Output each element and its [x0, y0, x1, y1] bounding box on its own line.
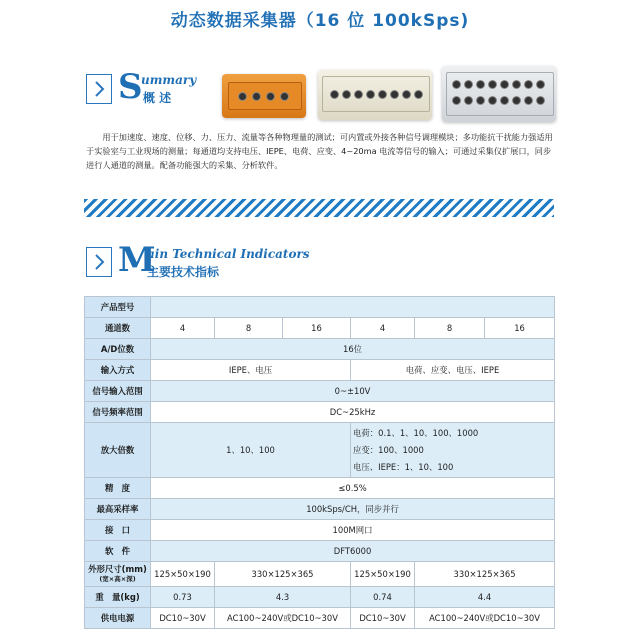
table-row: [85, 478, 555, 499]
gain-voltage-iepe: 电压、IEPE：1、10、100: [353, 461, 454, 472]
table-row: [85, 423, 555, 478]
table-cell: DC10~30V: [351, 608, 415, 629]
table-cell: 125×50×190: [151, 562, 215, 587]
table-row: [85, 562, 555, 587]
table-cell: 1、10、100: [151, 423, 351, 478]
gain-strain: 应变：100、1000: [353, 444, 424, 455]
table-cell: 4.4: [415, 587, 555, 608]
table-cell: 16: [283, 318, 351, 339]
table-cell: 125×50×190: [351, 562, 415, 587]
row-label: 软 件: [85, 541, 151, 562]
table-row: [85, 360, 555, 381]
table-row: [85, 587, 555, 608]
hatched-divider: [84, 199, 554, 217]
summary-heading-zh: 概 述: [143, 91, 172, 105]
row-label: 供电电源: [85, 608, 151, 629]
gain-charge: 电荷：0.1、1、10、100、1000: [353, 427, 479, 438]
row-label: 信号输入范围: [85, 381, 151, 402]
row-label: 产品型号: [85, 297, 151, 318]
page-title: 动态数据采集器（16 位 100kSps): [170, 11, 470, 31]
table-row: [85, 520, 555, 541]
table-row: [85, 402, 555, 423]
table-cell: 4: [151, 318, 215, 339]
model-value: [151, 297, 555, 318]
table-cell: 100kSps/CH，同步并行: [151, 499, 555, 520]
table-row: [85, 297, 555, 318]
table-cell: 16: [485, 318, 555, 339]
row-label: 通道数: [85, 318, 151, 339]
table-cell: 330×125×365: [415, 562, 555, 587]
table-cell: 4.3: [215, 587, 351, 608]
product-photo-4ch: [222, 74, 306, 118]
table-row: [85, 339, 555, 360]
size-label: 外形尺寸(mm): [88, 564, 147, 574]
table-cell: AC100~240V或DC10~30V: [415, 608, 555, 629]
spec-table: [84, 296, 555, 629]
row-label: 最高采样率: [85, 499, 151, 520]
row-label: A/D位数: [85, 339, 151, 360]
table-cell: 4: [351, 318, 415, 339]
indicators-heading-en: ain Technical Indicators: [147, 247, 310, 261]
table-cell: 电荷、应变、电压、IEPE: [351, 360, 555, 381]
table-cell: DFT6000: [151, 541, 555, 562]
row-label: 接 口: [85, 520, 151, 541]
table-cell: 0~±10V: [151, 381, 555, 402]
table-row: [85, 318, 555, 339]
table-cell: 16位: [151, 339, 555, 360]
size-sublabel: (宽×高×深): [99, 575, 136, 583]
table-cell: IEPE、电压: [151, 360, 351, 381]
row-label: 输入方式: [85, 360, 151, 381]
table-cell: 100M网口: [151, 520, 555, 541]
table-row: [85, 381, 555, 402]
table-cell: AC100~240V或DC10~30V: [215, 608, 351, 629]
table-cell: 0.73: [151, 587, 215, 608]
table-cell: 8: [215, 318, 283, 339]
product-photo-16ch: [442, 66, 556, 122]
table-cell: [351, 423, 555, 478]
summary-paragraph: 用于加速度、速度、位移、力、压力、流量等各种物理量的测试；可内置或外接各种信号调理模块；多功能抗干扰能力强适用于实验室与工业现场的测量；每通道均支持电压、IEPE、电荷、应变、4~20ma 电流等信号的输入；可通过采集仪扩展口，同步进行人通道的测量。配备功能强大的采集、分析软件。: [86, 132, 553, 170]
row-label: 放大倍数: [85, 423, 151, 478]
table-row: [85, 608, 555, 629]
summary-heading-en: ummary: [141, 73, 197, 87]
indicators-initial: M: [118, 240, 156, 280]
row-label: 精 度: [85, 478, 151, 499]
product-photo-8ch: [318, 70, 432, 120]
table-cell: ≤0.5%: [151, 478, 555, 499]
chevron-right-icon: [86, 74, 112, 104]
table-cell: DC10~30V: [151, 608, 215, 629]
row-label: 重 量(kg): [85, 587, 151, 608]
table-cell: 330×125×365: [215, 562, 351, 587]
table-row: [85, 541, 555, 562]
indicators-heading-zh: 主要技术指标: [147, 265, 220, 279]
table-row: [85, 499, 555, 520]
row-label: [85, 562, 151, 587]
chevron-right-icon: [86, 247, 112, 277]
table-cell: 8: [415, 318, 485, 339]
row-label: 信号频率范围: [85, 402, 151, 423]
summary-initial: S: [118, 67, 143, 107]
table-cell: 0.74: [351, 587, 415, 608]
table-cell: DC~25kHz: [151, 402, 555, 423]
